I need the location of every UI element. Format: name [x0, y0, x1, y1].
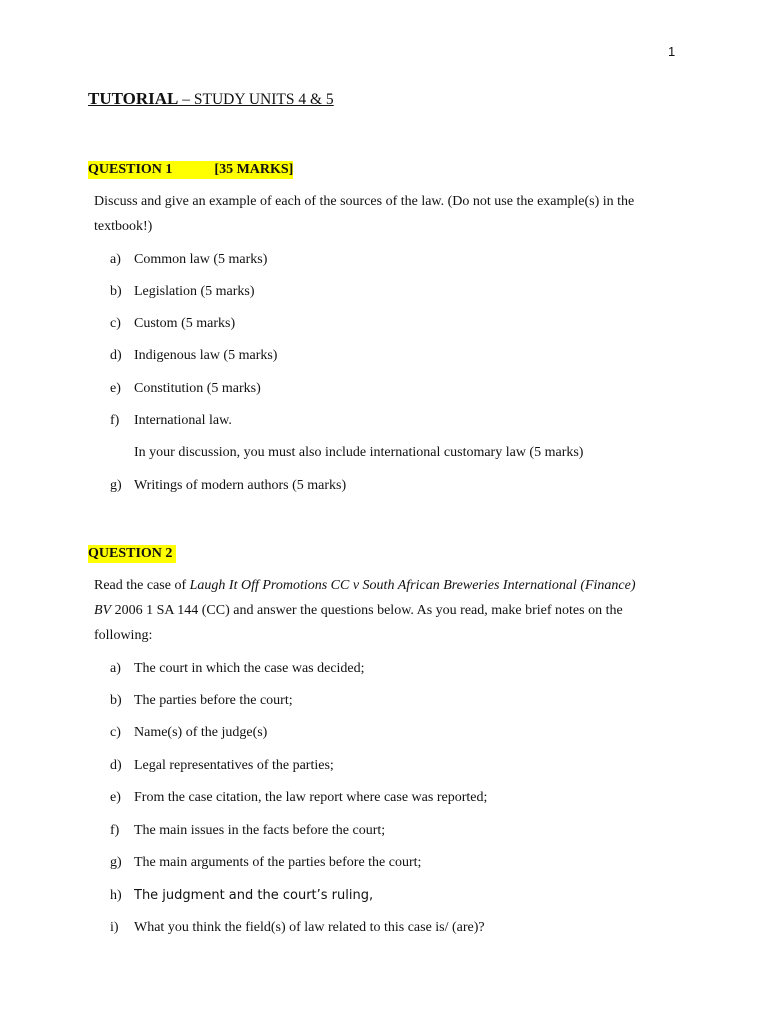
item-label: g) — [110, 855, 122, 870]
item-label: d) — [110, 348, 122, 363]
intro-after: 2006 1 SA 144 (CC) and answer the questions below. As you read, make brief notes on the following: — [94, 603, 623, 643]
question-1-heading: QUESTION 1 [35 MARKS] — [88, 162, 294, 177]
item-text: Legal representatives of the parties; — [134, 758, 334, 773]
item-label: f) — [110, 823, 120, 838]
question-2-item-f — [110, 823, 385, 839]
question-2-item-e — [110, 790, 487, 806]
item-text: What you think the field(s) of law related to this case is/ (are)? — [134, 920, 485, 935]
item-label: g) — [110, 478, 122, 493]
item-label: a) — [110, 661, 121, 676]
item-label: d) — [110, 758, 122, 773]
item-label: a) — [110, 252, 121, 267]
item-text: Constitution (5 marks) — [134, 381, 261, 396]
question-2-item-d — [110, 758, 334, 774]
item-label: b) — [110, 284, 122, 299]
item-label: i) — [110, 920, 119, 935]
question-2-item-i — [110, 920, 485, 936]
question-2-item-c — [110, 725, 267, 741]
page-number: 1 — [668, 44, 676, 59]
question-2-item-a — [110, 661, 365, 677]
item-label: b) — [110, 693, 122, 708]
question-2-item-h — [110, 888, 373, 904]
item-text: Indigenous law (5 marks) — [134, 348, 278, 363]
question-1-item-e — [110, 381, 261, 397]
document-title — [88, 89, 334, 109]
item-text: Custom (5 marks) — [134, 316, 236, 331]
item-text: Name(s) of the judge(s) — [134, 725, 268, 740]
title-bold: TUTORIAL — [88, 89, 179, 108]
question-2-heading: QUESTION 2 — [88, 546, 176, 561]
item-label: h) — [110, 888, 122, 903]
question-1-item-f — [110, 413, 232, 429]
item-text: The main arguments of the parties before the court; — [134, 855, 422, 870]
item-label: e) — [110, 790, 121, 805]
item-text: Writings of modern authors (5 marks) — [134, 478, 347, 493]
item-text: Legislation (5 marks) — [134, 284, 255, 299]
question-1-item-g — [110, 478, 346, 494]
item-text: Common law (5 marks) — [134, 252, 268, 267]
question-1-item-f-note: In your discussion, you must also include international customary law (5 marks) — [134, 445, 584, 460]
item-label: f) — [110, 413, 120, 428]
question-2-item-g — [110, 855, 421, 871]
question-2-item-b — [110, 693, 293, 709]
item-text: The main issues in the facts before the court; — [134, 823, 386, 838]
question-1-item-c — [110, 316, 235, 332]
question-1-item-b — [110, 284, 255, 300]
item-label: c) — [110, 316, 121, 331]
item-text: The judgment and the court’s ruling, — [134, 888, 374, 903]
question-2-intro — [94, 573, 654, 648]
intro-before: Read the case of — [94, 578, 190, 593]
question-1-item-d — [110, 348, 277, 364]
item-text: The parties before the court; — [134, 693, 293, 708]
item-label: c) — [110, 725, 121, 740]
item-text: From the case citation, the law report where case was reported; — [134, 790, 488, 805]
item-text: The court in which the case was decided; — [134, 661, 365, 676]
title-rest: – STUDY UNITS 4 & 5 — [178, 91, 334, 108]
item-label: e) — [110, 381, 121, 396]
question-1-intro: Discuss and give an example of each of the sources of the law. (Do not use the example(s) in the textbook!) — [94, 194, 635, 234]
question-1-item-a — [110, 252, 267, 268]
item-text: International law. — [134, 413, 232, 428]
case-name: Laugh It Off Promotions CC v South African Breweries International (Finance) BV — [94, 578, 636, 618]
